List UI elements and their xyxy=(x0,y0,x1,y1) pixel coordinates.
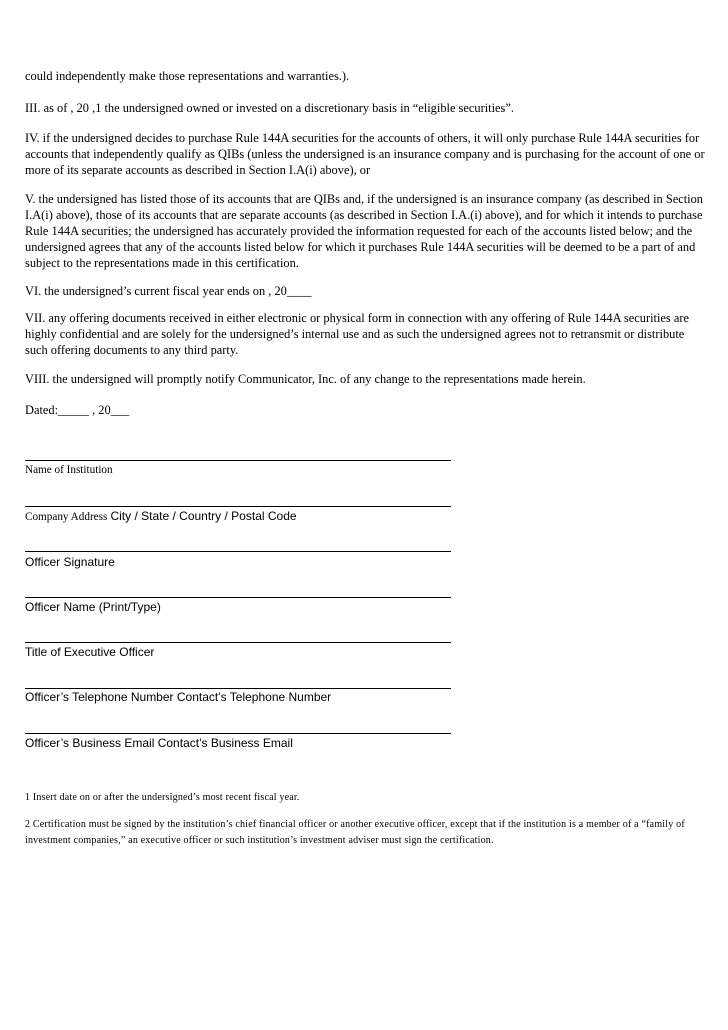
institution-name-label: Name of Institution xyxy=(25,464,113,476)
institution-name-line[interactable] xyxy=(25,460,451,461)
telephone-label: Officer’s Telephone Number Contact’s Telephone Number xyxy=(25,690,332,704)
paragraph-vi: VI. the undersigned’s current fiscal year ends on , 20____ xyxy=(25,284,312,298)
paragraph-v: V. the undersigned has listed those of its accounts that are QIBs and, if the undersigned is an insurance company (as described in Section I.A(i) above), those of its accounts that are separate accounts (as described in Section I.A.(i) above), and for which it intends to purchase Rule 144A securities; the undersigned has accurately provided the information requested for each of the accounts listed below; and the undersigned agrees that any of the accounts listed below for which it purchases Rule 144A securities will be deemed to be a part of and subject to the representations made in this certification. xyxy=(25,192,703,270)
officer-name-label: Officer Name (Print/Type) xyxy=(25,600,161,614)
paragraph-continuation: could independently make those representations and warranties.). xyxy=(25,69,350,83)
paragraph-iii: III. as of , 20 ,1 the undersigned owned or invested on a discretionary basis in “eligible securities”. xyxy=(25,101,514,115)
officer-title-line[interactable] xyxy=(25,642,451,643)
email-line[interactable] xyxy=(25,733,451,734)
officer-signature-line[interactable] xyxy=(25,551,451,552)
paragraph-vii: VII. any offering documents received in either electronic or physical form in connection with any offering of Rule 144A securities are highly confidential and are solely for the undersigned’s internal use and as such the undersigned agrees not to retransmit or distribute such offering documents to any third party. xyxy=(25,311,689,357)
company-address-prefix: Company Address xyxy=(25,511,108,523)
footnote-2: 2 Certification must be signed by the institution’s chief financial officer or another executive officer, except that if the institution is a member of a “family of investment companies,” an executive officer or such institution’s investment adviser must sign the certification. xyxy=(25,819,685,846)
company-address-suffix: City / State / Country / Postal Code xyxy=(110,509,297,523)
email-label: Officer’s Business Email Contact’s Business Email xyxy=(25,736,293,750)
officer-name-line[interactable] xyxy=(25,597,451,598)
officer-signature-label: Officer Signature xyxy=(25,555,115,569)
officer-title-label: Title of Executive Officer xyxy=(25,645,155,659)
dated-line: Dated:_____ , 20___ xyxy=(25,403,130,417)
company-address-line[interactable] xyxy=(25,506,451,507)
footnote-1: 1 Insert date on or after the undersigned’s most recent fiscal year. xyxy=(25,792,300,803)
paragraph-iv: IV. if the undersigned decides to purchase Rule 144A securities for the accounts of others, it will only purchase Rule 144A securities for accounts that independently qualify as QIBs (unless the undersigned is an insurance company and is purchasing for the account of one or more of its separate accounts as described in Section I.A(i) above), or xyxy=(25,131,705,177)
paragraph-viii: VIII. the undersigned will promptly notify Communicator, Inc. of any change to the representations made herein. xyxy=(25,372,586,386)
company-address-label xyxy=(25,508,625,525)
